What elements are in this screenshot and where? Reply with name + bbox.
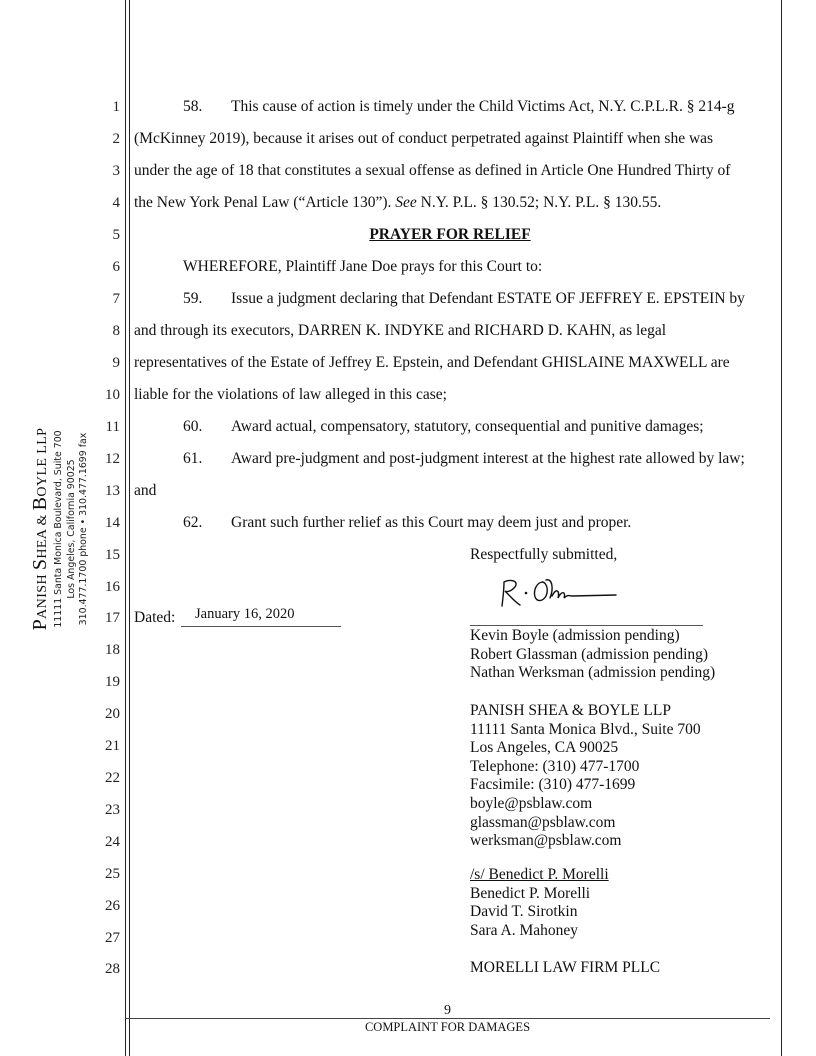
firm-info-line: 11111 Santa Monica Blvd., Suite 700 bbox=[470, 720, 701, 738]
line-number: 2 bbox=[112, 131, 120, 147]
date-value: January 16, 2020 bbox=[195, 606, 295, 622]
line-number: 22 bbox=[105, 770, 120, 786]
paragraph-number: 60. bbox=[183, 418, 203, 435]
attorney-name: Sara A. Mahoney bbox=[470, 921, 579, 939]
attorney-name: Benedict P. Morelli bbox=[470, 884, 591, 902]
signature-line bbox=[470, 625, 703, 626]
attorney-name: Nathan Werksman (admission pending) bbox=[470, 664, 716, 682]
closing: Respectfully submitted, bbox=[470, 546, 618, 563]
paragraph-58-line: (McKinney 2019), because it arises out of conduct perpetrated against Plaintiff when she was bbox=[134, 130, 714, 147]
paragraph-59-line: and through its executors, DARREN K. INDYKE and RICHARD D. KAHN, as legal bbox=[134, 322, 667, 339]
line-number: 17 bbox=[105, 610, 120, 626]
firm-info-line: Los Angeles, CA 90025 bbox=[470, 739, 619, 757]
line-number: 19 bbox=[105, 674, 120, 690]
line-number: 28 bbox=[105, 961, 120, 977]
paragraph-60-line: Award actual, compensatory, statutory, consequential and punitive damages; bbox=[231, 418, 704, 435]
left-margin-rule-outer bbox=[125, 0, 126, 1056]
paragraph-58-line: This cause of action is timely under the Child Victims Act, N.Y. C.P.L.R. § 214-g bbox=[231, 98, 735, 115]
line-number: 11 bbox=[105, 419, 120, 435]
firm-info-line: Facsimile: (310) 477-1699 bbox=[470, 776, 636, 794]
line-number: 16 bbox=[105, 579, 120, 595]
paragraph-58-line: the New York Penal Law (“Article 130”). See N.Y. P.L. § 130.52; N.Y. P.L. § 130.55. bbox=[134, 194, 662, 211]
email-link: boyle@psblaw.com bbox=[470, 795, 593, 812]
sidebar-phone: 310.477.1700 phone • 310.477.1699 fax bbox=[77, 432, 89, 626]
firm-info-line: Telephone: (310) 477-1700 bbox=[470, 757, 640, 775]
right-margin-rule bbox=[781, 0, 782, 1056]
firm-info-line: PANISH SHEA & BOYLE LLP bbox=[470, 702, 671, 719]
handwritten-signature bbox=[498, 574, 620, 610]
paragraph-number: 58. bbox=[183, 98, 203, 115]
line-number: 9 bbox=[112, 355, 120, 371]
footer-rule bbox=[125, 1018, 770, 1019]
paragraph-59-line: representatives of the Estate of Jeffrey E. Epstein, and Defendant GHISLAINE MAXWELL are bbox=[134, 354, 730, 371]
left-margin-rule-inner bbox=[129, 0, 130, 1056]
line-number: 13 bbox=[105, 483, 120, 499]
firm-name: MORELLI LAW FIRM PLLC bbox=[470, 959, 661, 976]
paragraph-number: 62. bbox=[183, 514, 203, 531]
line-number: 8 bbox=[112, 323, 120, 339]
attorney-name: Kevin Boyle (admission pending) bbox=[470, 627, 680, 644]
page-number: 9 bbox=[444, 1003, 451, 1018]
line-number: 15 bbox=[105, 547, 120, 563]
paragraph-59-line: liable for the violations of law alleged in this case; bbox=[134, 386, 447, 403]
line-number: 26 bbox=[105, 898, 120, 914]
sidebar-city: Los Angeles, California 90025 bbox=[65, 459, 77, 599]
wherefore-clause: WHEREFORE, Plaintiff Jane Doe prays for this Court to: bbox=[183, 258, 543, 275]
attorney-name: David T. Sirotkin bbox=[470, 903, 578, 921]
paragraph-number: 61. bbox=[183, 450, 203, 467]
line-number: 25 bbox=[105, 866, 120, 882]
footer-title: COMPLAINT FOR DAMAGES bbox=[364, 1020, 531, 1034]
line-number: 20 bbox=[105, 706, 120, 722]
paragraph-61-line: Award pre-judgment and post-judgment interest at the highest rate allowed by law; bbox=[231, 450, 745, 467]
sidebar-firm-name: PANISH SHEA & BOYLE LLP bbox=[28, 427, 51, 631]
line-number: 14 bbox=[105, 515, 120, 531]
see-signal: See bbox=[395, 194, 417, 211]
paragraph-59-line: Issue a judgment declaring that Defendant ESTATE OF JEFFREY E. EPSTEIN by bbox=[231, 290, 745, 307]
line-number: 21 bbox=[105, 738, 120, 754]
attorney-name: Robert Glassman (admission pending) bbox=[470, 645, 709, 663]
line-number: 24 bbox=[105, 834, 120, 850]
line-number: 23 bbox=[105, 802, 120, 818]
electronic-signature: /s/ Benedict P. Morelli bbox=[470, 866, 609, 883]
line-number: 6 bbox=[112, 259, 120, 275]
line-number: 1 bbox=[112, 99, 120, 115]
paragraph-62-line: Grant such further relief as this Court may deem just and proper. bbox=[231, 514, 632, 531]
sidebar-address: 11111 Santa Monica Boulevard, Suite 700 bbox=[52, 430, 64, 628]
email-link: glassman@psblaw.com bbox=[470, 813, 616, 831]
line-number: 12 bbox=[105, 451, 120, 467]
line-number: 5 bbox=[112, 227, 120, 243]
email-link: werksman@psblaw.com bbox=[470, 832, 622, 850]
line-number: 3 bbox=[112, 163, 120, 179]
section-heading: PRAYER FOR RELIEF bbox=[369, 226, 531, 243]
line-number: 7 bbox=[112, 291, 120, 307]
paragraph-61-line: and bbox=[134, 482, 157, 499]
line-number: 27 bbox=[105, 930, 120, 946]
paragraph-number: 59. bbox=[183, 290, 203, 307]
paragraph-58-line: under the age of 18 that constitutes a sexual offense as defined in Article One Hundred Thirty of bbox=[134, 162, 731, 179]
line-number: 10 bbox=[105, 387, 120, 403]
date-underline bbox=[181, 626, 341, 627]
line-number: 4 bbox=[112, 195, 120, 211]
line-number: 18 bbox=[105, 642, 120, 658]
dated-label: Dated: bbox=[134, 609, 176, 626]
